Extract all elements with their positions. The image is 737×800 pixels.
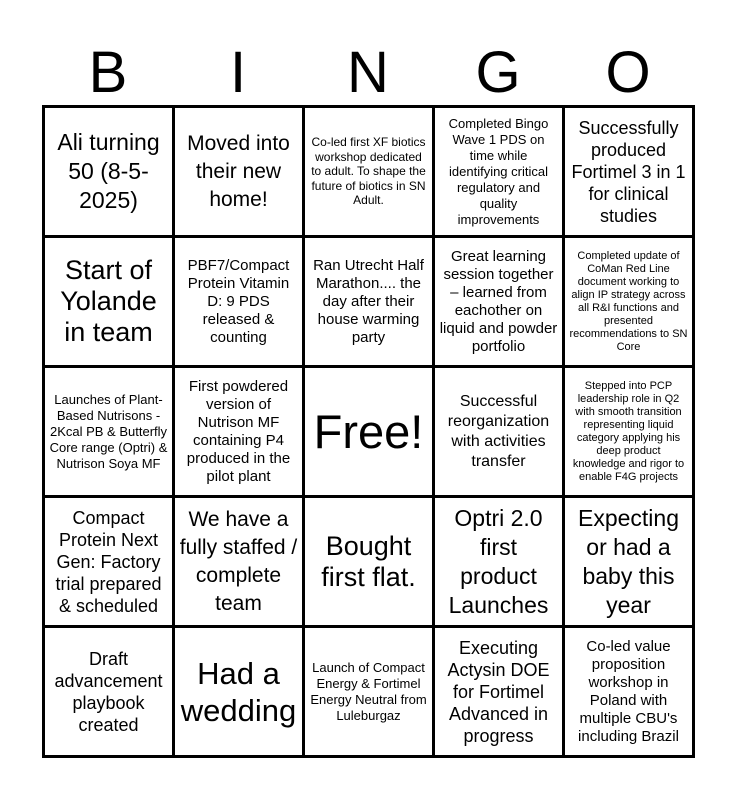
- bingo-cell[interactable]: [175, 628, 302, 755]
- header-letter-n: N: [347, 40, 389, 105]
- header-letter-i: I: [229, 40, 247, 105]
- bingo-cell[interactable]: [565, 498, 692, 625]
- bingo-cell[interactable]: [565, 368, 692, 495]
- bingo-cell[interactable]: [175, 368, 302, 495]
- bingo-header: [43, 40, 694, 106]
- cell-text: First powdered version of Nutrison MF containing P4 produced in the pilot plant: [186, 377, 291, 485]
- bingo-cell[interactable]: [435, 628, 562, 755]
- bingo-cell[interactable]: [175, 498, 302, 625]
- bingo-cell[interactable]: [435, 498, 562, 625]
- free-text: Free!: [313, 404, 424, 458]
- bingo-cell[interactable]: [175, 108, 302, 235]
- cell-text: Start of Yolande in team: [60, 255, 157, 347]
- cell-text: Co-led value proposition workshop in Poland with multiple CBU's including Brazil: [578, 637, 679, 745]
- bingo-cell[interactable]: [565, 108, 692, 235]
- header-letter-b: B: [88, 40, 128, 105]
- cell-text: Successful reorganization with activities transfer: [447, 392, 550, 470]
- bingo-cell[interactable]: [435, 368, 562, 495]
- cell-text: Great learning session together – learned from eachother on liquid and powder portfolio: [439, 247, 558, 355]
- cell-text: Completed Bingo Wave 1 PDS on time while identifying critical regulatory and quality improvements: [448, 115, 549, 227]
- cell-text: Completed update of CoMan Red Line document working to align IP strategy across all R&I functions and presented recommendations to SN Core: [569, 249, 688, 353]
- cell-text: Executing Actysin DOE for Fortimel Advanced in progress: [447, 637, 550, 746]
- cell-text: Co-led first XF biotics workshop dedicated to adult. To shape the future of biotics in SN Adult.: [311, 135, 426, 208]
- bingo-cell[interactable]: [435, 108, 562, 235]
- cell-text: Successfully produced Fortimel 3 in 1 for clinical studies: [571, 117, 686, 226]
- bingo-cell[interactable]: [305, 628, 432, 755]
- cell-text: Had a wedding: [180, 655, 297, 728]
- bingo-cell[interactable]: [45, 238, 172, 365]
- cell-text: Draft advancement playbook created: [54, 648, 163, 735]
- bingo-cell[interactable]: [435, 238, 562, 365]
- header-letter-o: O: [605, 40, 651, 105]
- bingo-cell[interactable]: [305, 108, 432, 235]
- bingo-board: [42, 105, 695, 758]
- bingo-cell[interactable]: [175, 238, 302, 365]
- free-cell[interactable]: [305, 368, 432, 495]
- bingo-cell[interactable]: [565, 628, 692, 755]
- bingo-cell[interactable]: [45, 108, 172, 235]
- cell-text: Launch of Compact Energy & Fortimel Energy Neutral from Luleburgaz: [310, 659, 427, 723]
- bingo-cell[interactable]: [45, 628, 172, 755]
- cell-text: Optri 2.0 first product Launches: [448, 504, 549, 618]
- cell-text: PBF7/Compact Protein Vitamin D: 9 PDS released & counting: [187, 256, 290, 346]
- bingo-cell[interactable]: [565, 238, 692, 365]
- cell-text: Compact Protein Next Gen: Factory trial prepared & scheduled: [55, 507, 162, 616]
- cell-text: We have a fully staffed / complete team: [179, 507, 298, 615]
- cell-text: Moved into their new home!: [187, 131, 290, 211]
- cell-text: Launches of Plant-Based Nutrisons - 2Kcal PB & Butterfly Core range (Optri) & Nutrison Soya MF: [49, 391, 168, 471]
- header-letter-g: G: [475, 40, 521, 105]
- cell-text: Bought first flat.: [321, 530, 416, 592]
- bingo-cell[interactable]: [45, 368, 172, 495]
- cell-text: Stepped into PCP leadership role in Q2 with smooth transition representing liquid category applying his deep product knowledge and rigor to enable F4G projects: [572, 379, 685, 483]
- cell-text: Ran Utrecht Half Marathon.... the day after their house warming party: [313, 256, 424, 346]
- bingo-cell[interactable]: [305, 238, 432, 365]
- bingo-cell[interactable]: [305, 498, 432, 625]
- cell-text: Expecting or had a baby this year: [577, 504, 679, 618]
- cell-text: Ali turning 50 (8-5-2025): [57, 129, 160, 213]
- bingo-cell[interactable]: [45, 498, 172, 625]
